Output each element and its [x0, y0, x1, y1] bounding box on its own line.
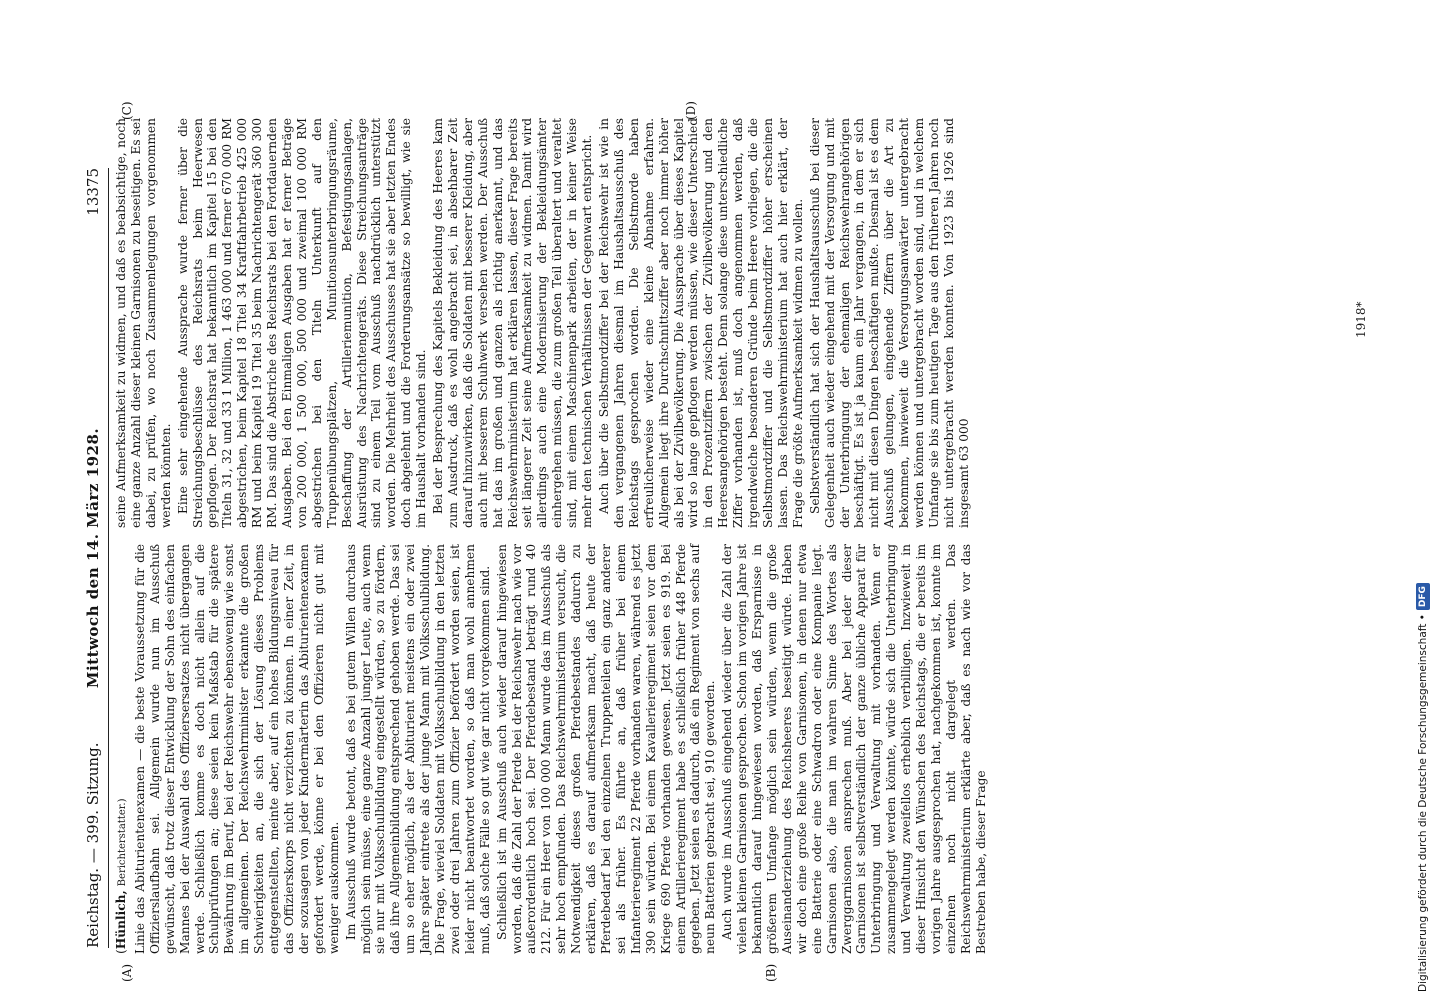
margin-marker-c: (C): [120, 101, 134, 120]
running-header: [84, 168, 110, 948]
paragraph: Auch wurde im Ausschuß eingehend wieder über die Zahl der vielen kleinen Garnisonen gesprochen. Schon im vorigen Jahre ist bekanntlich darauf hingewiesen worden, daß Ersparnisse in größerem Umfange möglich sein würden, wenn die große Auseinanderziehung des Reichsheeres beseitigt würde. Haben wir doch eine große Reihe von Garnisonen, in denen nur etwa eine Batterie oder eine Schwadron oder eine Kompanie liegt. Garnisonen also, die man im wahren Sinne des Wortes als Zwerggarnisonen ansprechen muß. Aber bei jeder dieser Garnisonen ist selbstverständlich der ganze übliche Apparat für Unterbringung und Verwaltung mit vorhanden. Wenn er zusammengelegt werden könnte, würde sich die Unterbringung und Verwaltung zweifellos erheblich verbilligen. Inzwieweit in dieser Hinsicht den Wünschen des Reichstags, die er bereits im vorigen Jahre ausgesprochen hat, nachgekommen ist, konnte im einzelnen noch nicht dargelegt werden. Das Reichswehrministerium erklärte aber, daß es nach wie vor das Bestreben habe, dieser Frage: [720, 544, 988, 954]
paragraph: Eine sehr eingehende Aussprache wurde ferner über die Streichungsbeschlüsse des Reichsrats beim Heerwesen gepflogen. Der Reichsrat hat bekanntlich im Kapitel 15 bei den Titeln 31, 32 und 33 1 Million, 1 463 000 und ferner 670 000 RM abgestrichen, beim Kapitel 18 Titel 34 Kraftfahrbetrieb 425 000 RM und beim Kapitel 19 Titel 35 beim Nachrichtengerät 360 300 RM. Das sind die Abstriche des Reichsrats bei den Fortdauernden Ausgaben. Bei den Einmaligen Ausgaben hat er ferner Beträge von 200 000, 1 500 000, 500 000 und zweimal 100 000 RM abgestrichen bei den Titeln Unterkunft auf den Truppenübungsplätzen, Munitionsunterbringungsräume, Beschaffung der Artilleriemunition, Befestigungsanlagen, Ausrüstung des Nachrichtengeräts. Diese Streichungsanträge sind zu einem Teil vom Ausschuß nachdrücklich unterstützt worden. Die Mehrheit des Ausschusses hat sie aber letzten Endes doch abgelehnt und die Forderungsansätze so bewilligt, wie sie im Haushalt vorhanden sind.: [175, 118, 429, 528]
paragraph: Auch über die Selbstmordziffer bei der Reichswehr ist wie in den vergangenen Jahren diesmal im Haushaltsausschuß des Reichstags gesprochen worden. Die Selbstmorde haben erfreulicherweise wieder eine kleine Abnahme erfahren. Allgemein liegt ihre Durchschnittsziffer aber noch immer höher als bei der Zivilbevölkerung. Die Aussprache über dieses Kapitel wird so lange gepflogen werden müssen, wie dieser Unterschied in den Prozentziffern zwischen der Zivilbevölkerung und den Heeresangehörigen besteht. Denn solange diese unterschiedliche Ziffer vorhanden ist, muß doch angenommen werden, daß irgendwelche besonderen Gründe beim Heere vorliegen, die die Selbstmordziffer und die Selbstmordziffer höher erscheinen lassen. Das Reichswehrministerium hat auch hier erklärt, der Frage die größte Aufmerksamkeit widmen zu wollen.: [597, 118, 805, 528]
margin-marker-a: (A): [120, 963, 134, 982]
speaker-note: Berichterstatter.): [117, 798, 128, 887]
funding-note: Digitalisierung gefördert durch die Deutsche Forschungsgemeinschaft •: [1417, 614, 1429, 992]
header-date: Mittwoch den 14. März 1928.: [84, 427, 102, 689]
page-number: 13375: [84, 168, 102, 216]
dfg-logo: DFG: [1416, 583, 1430, 610]
right-column: [114, 118, 972, 528]
margin-marker-d: (D): [684, 101, 698, 120]
left-column: [114, 544, 989, 954]
paragraph: Linie das Abiturientenexamen — die beste Voraussetzung für die Offizierslaufbahn sei. Allgemein wurde nun im Ausschuß gewünscht, daß trotz dieser Entwicklung der Sohn des einfachen Mannes bei der Auswahl des Offiziersersatzes nicht übergangen werde. Schließlich komme es doch nicht allein auf die Schulprüfungen an; diese seien kein Maßstab für die spätere Bewährung im Beruf, bei der Reichswehr ebensowenig wie sonst im allgemeinen. Der Reichswehrminister erkannte die großen Schwierigkeiten an, die sich der Lösung dieses Problems entgegenstellten, meinte aber, auf ein hohes Bildungsniveau für das Offizierskorps nicht verzichten zu können. In einer Zeit, in der sozusagen von jeder Kindermärterin das Abiturientenexamen gefordert werde, könne er bei den Offizieren nicht gut mit weniger auskommen.: [132, 544, 341, 954]
speaker-name: Hünlich,: [114, 890, 128, 950]
paragraph: Schließlich ist im Ausschuß auch wieder darauf hingewiesen worden, daß die Zahl der Pferde bei der Reichswehr nach wie vor außerordentlich hoch sei. Der Pferdebestand beträgt rund 40 212. Für ein Heer von 100 000 Mann wurde das im Ausschuß als sehr hoch empfunden. Das Reichswehrministerium versucht, die Notwendigkeit dieses großen Pferdebestandes dadurch zu erklären, daß es darauf aufmerksam macht, daß heute der Pferdebedarf bei den einzelnen Truppenteilen ein ganz anderer sei als früher. Es führte an, daß früher bei einem Infanterieregiment 22 Pferde vorhanden waren, während es jetzt 390 sein würden. Bei einem Kavallerieregiment seien vor dem Kriege 690 Pferde vorhanden gewesen. Jetzt seien es 919. Bei einem Artillerieregiment habe es schließlich früher 448 Pferde gegeben. Jetzt seien es dadurch, daß ein Regiment von sechs auf neun Batterien gebracht sei, 910 geworden.: [494, 544, 718, 954]
sheet-signature: 1918*: [1354, 301, 1368, 338]
paragraph: Bei der Besprechung des Kapitels Bekleidung des Heeres kam zum Ausdruck, daß es wohl angebracht sei, in absehbarer Zeit darauf hinzuwirken, daß die Soldaten mit besserer Kleidung, aber auch mit besserem Schuhwerk versehen werden. Der Ausschuß hat das im großen und ganzen als richtig anerkannt, und das Reichswehrministerium hat erklären lassen, dieser Frage bereits seit längerer Zeit seine Aufmerksamkeit zu widmen. Damit wird allerdings auch eine Modernisierung der Bekleidungsämter einhergehen müssen, die zum großen Teil überaltert und veraltet sind, mit einem Maschinenpark arbeiten, der in keiner Weise mehr den technischen Verhältnissen der Gegenwart entspricht.: [431, 118, 595, 528]
header-left: Reichstag. — 399. Sitzung.: [84, 742, 102, 948]
paragraph: Selbstverständlich hat sich der Haushaltsausschuß bei dieser Gelegenheit auch wieder eingehend mit der Versorgung und mit der Unterbringung der ehemaligen Reichswehrangehörigen beschäftigt. Es ist ja kaum ein Jahr vergangen, in dem er sich nicht mit diesen Dingen beschäftigen mußte. Diesmal ist es dem Ausschuß gelungen, eingehende Ziffern über die Art zu bekommen, inwieweit die Versorgungsanwärter untergebracht werden können und untergebracht worden sind, und in welchem Umfange sie bis zum heutigen Tage aus den früheren Jahren noch nicht untergebracht werden konnten. Von 1923 bis 1926 sind insgesamt 63 000: [807, 118, 971, 528]
paragraph: (Hünlich, Berichterstatter.): [114, 798, 128, 954]
paragraph: seine Aufmerksamkeit zu widmen, und daß es beabsichtige, noch eine ganze Anzahl dieser kleinen Garnisonen zu beseitigen. Es sei dabei, zu prüfen, wo noch Zusammenlegungen vorgenommen werden könnten.: [114, 118, 173, 528]
page-content: [84, 101, 1374, 988]
paragraph: Im Ausschuß wurde betont, daß es bei gutem Willen durchaus möglich sein müsse, eine ganze Anzahl junger Leute, auch wenn sie nur mit Volksschulbildung eingestellt würden, so zu fördern, daß ihre Allgemeinbildung entsprechend gehoben werde. Das sei um so eher möglich, als der Abiturient meistens ein oder zwei Jahre später eintrete als der junge Mann mit Volksschulbildung. Die Frage, wieviel Soldaten mit Volksschulbildung in den letzten zwei oder drei Jahren zum Offizier befördert worden seien, ist leider nicht beantwortet worden, so daß man wohl annehmen muß, daß solche Fälle so gut wie gar nicht vorgekommen sind.: [343, 544, 492, 954]
digitization-note: [1412, 8, 1434, 992]
header-rule: [108, 168, 109, 948]
margin-marker-b: (B): [764, 963, 778, 982]
